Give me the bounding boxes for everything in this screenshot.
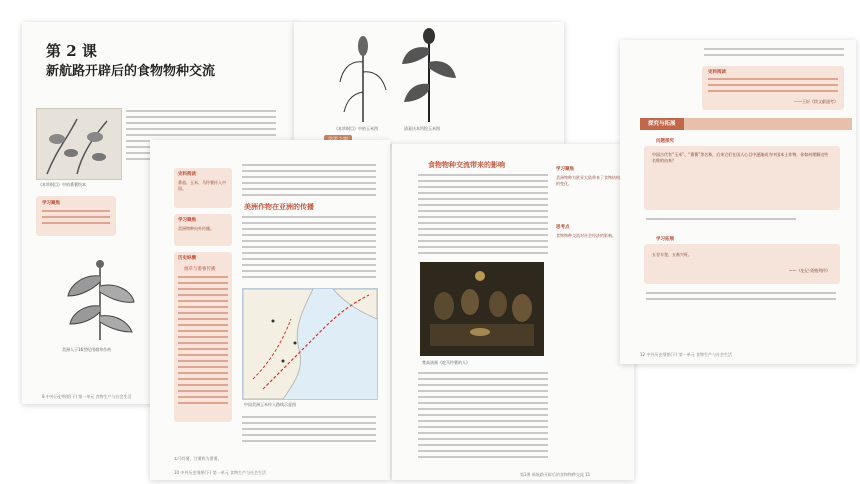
think-side-text: 食物物种交流对社会经济的影响。: [556, 233, 616, 238]
history-label: 历史纵横: [178, 256, 196, 261]
focus-text: 美洲物种向外传播。: [178, 226, 214, 231]
lesson-number: 第 2 课: [46, 42, 97, 60]
section-text: [242, 216, 376, 282]
page3-footer: 10 中外历史纲要(下) 第一单元 食物生产与社会生活: [174, 470, 267, 475]
textbook-page-front-left: [150, 140, 390, 480]
learning-focus-label: 学习聚焦: [42, 201, 60, 206]
map-caption: 中国美洲玉米传入路线示意图: [244, 402, 296, 407]
extension-label: 学习拓展: [656, 237, 674, 242]
top-source-box: [702, 66, 844, 110]
extension-source: ——《史记·货殖列传》: [788, 268, 830, 273]
extension-task: [646, 292, 836, 304]
focus-side-text: 美洲物种为欧亚大陆带来了食物结构的变化。: [556, 175, 620, 186]
page1-footer: 8 中外历史纲要(下) 第一单元 食物生产与社会生活: [42, 394, 132, 399]
focus-side-box: [556, 166, 620, 187]
illustration-caption: 《本草纲目》中的番薯绘本: [38, 182, 86, 187]
top-source-label: 史料阅读: [708, 70, 726, 75]
problem-explore-text: 中国古代有“玉米”、“番薯”等名称，后来它们在国人心目中逐渐成为中国本土作物，你如何理解这些名称的由来？: [652, 152, 829, 163]
impact-section-title: 食物物种交流带来的影响: [428, 161, 505, 169]
tobacco-plant-illustration: [62, 256, 138, 340]
corn-drawing-2: [402, 28, 456, 122]
problem-explore-box: [644, 146, 840, 210]
section-title-spread: 美洲作物在亚洲的传播: [244, 203, 314, 211]
focus-label: 学习聚焦: [178, 218, 196, 223]
source-reading-text: 番茄、玉米、马铃薯传入中国。: [178, 180, 226, 191]
intro-text: [242, 164, 376, 200]
extension-box: [644, 244, 840, 284]
lower-text: [242, 416, 376, 446]
corn-drawing-1: [338, 32, 388, 122]
think-side-label: 思考点: [556, 225, 570, 230]
corn-caption-1: 《本草纲目》中的玉米图: [334, 126, 378, 131]
potato-eaters-painting: [420, 262, 544, 356]
impact-text-2: [418, 372, 548, 462]
painting-caption: 梵高油画《吃马铃薯的人》: [422, 360, 470, 365]
impact-text: [418, 174, 548, 258]
lesson-title: 新航路开辟后的食物物种交流: [46, 64, 216, 79]
source-reading-label: 史料阅读: [178, 172, 196, 177]
top-text: [704, 48, 844, 60]
corn-caption-2: 清嘉庆本所绘玉米图: [404, 126, 440, 131]
textbook-page-front-right: [392, 144, 634, 480]
top-source-attribution: ——王圻《续文献通考》: [794, 99, 838, 104]
learning-focus-box: [36, 196, 116, 236]
page5-footer: 12 中外历史纲要(下) 第一单元 食物生产与社会生活: [640, 352, 733, 357]
textbook-page-top: [294, 22, 564, 144]
focus-box: [174, 214, 232, 246]
explore-band-label: 探究与拓展: [640, 118, 684, 130]
think-side-box: [556, 224, 620, 239]
footnote: ①马铃薯，甘薯称为番薯。: [174, 456, 222, 461]
focus-side-label: 学习聚焦: [556, 167, 574, 172]
route-map: [242, 288, 378, 400]
extension-quote: 五谷丰登，五畜兴旺。: [652, 252, 692, 257]
explore-band: [640, 118, 852, 130]
history-title: 烟草与番薯传播: [184, 267, 216, 272]
textbook-page-right: [620, 40, 856, 364]
herbal-illustration: [36, 108, 122, 180]
problem-response: [646, 218, 796, 224]
history-box: [174, 252, 232, 422]
problem-explore-label: 问题探究: [656, 139, 674, 144]
page4-footer: 第1课 新航路开辟后的食物物种交流 11: [520, 472, 591, 477]
source-reading-box: [174, 168, 232, 208]
tobacco-caption: 美洲人于16世纪用烟草作药: [62, 347, 112, 352]
